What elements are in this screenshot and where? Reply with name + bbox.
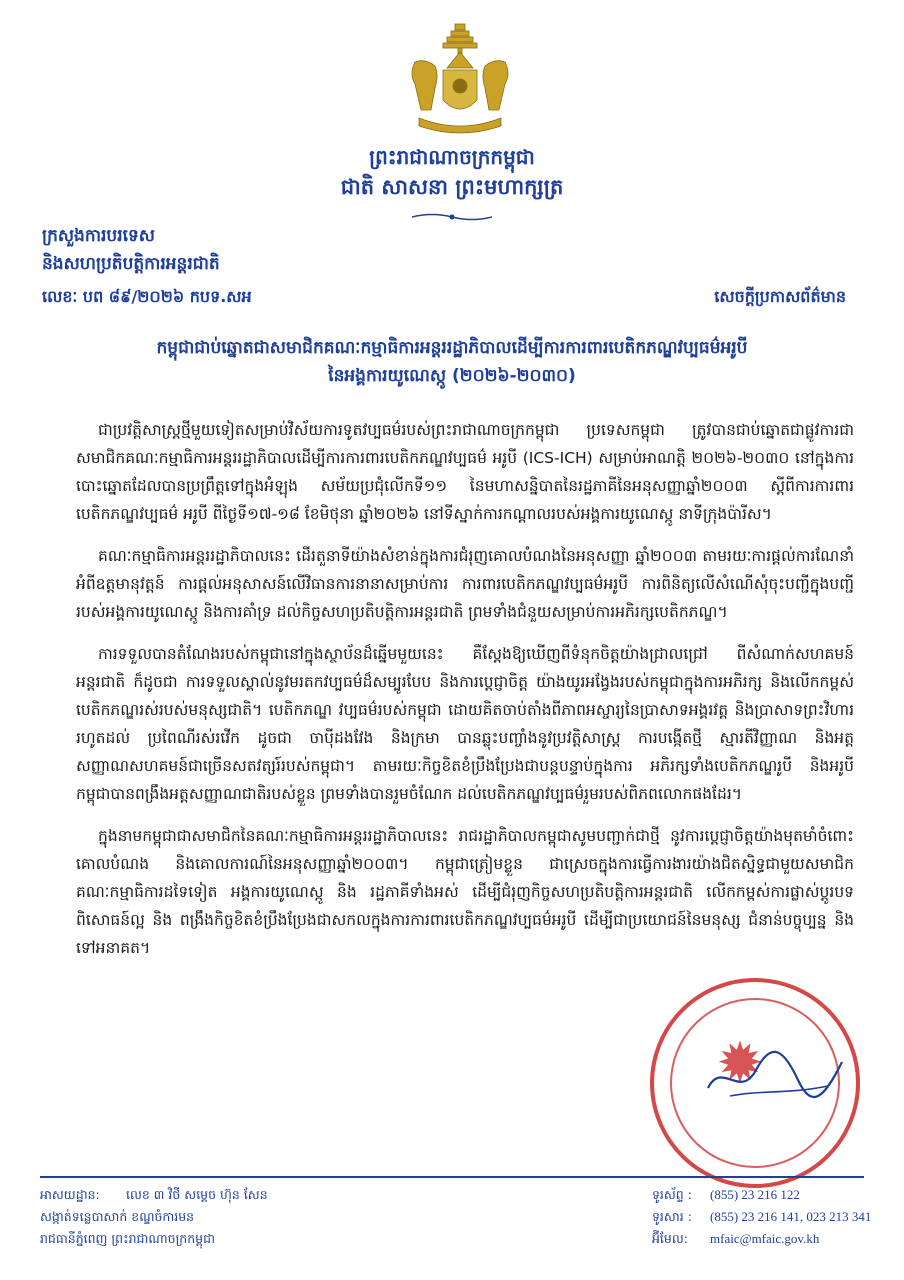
fax-number: (855) 23 216 141, 023 213 341 (710, 1209, 872, 1224)
footer-contacts (652, 1184, 871, 1250)
ministry-name (42, 222, 220, 278)
address-line-3: រាជធានីភ្នំពេញ ព្រះរាជាណាចក្រកម្ពុជា (40, 1231, 215, 1246)
phone-label: ទូរស័ព្ទ : (652, 1187, 692, 1202)
royal-arms-emblem-icon (405, 22, 515, 140)
reference-number: លេខៈ បព ៨៩/២០២៦ កបទ.សអ (42, 287, 252, 306)
address-label: អាសយដ្ឋាន: (40, 1187, 100, 1202)
body-paragraph-3: ការទទួលបានតំណែងរបស់កម្ពុជានៅក្នុងស្ថាប័នដ៏ឆ្នើមមួយនេះ គឺស្តែងឱ្យឃើញពីទំនុកចិត្តយ៉ាងជ្រាលជ្រៅ ពីសំណាក់សហគមន៍អន្តរជាតិ ក៏ដូចជា ការទទួលស្គាល់នូវមរតកវប្បធម៌ដ៏សម្បូរបែប និងការប្តេជ្ញាចិត្ត យ៉ាងយូរអង្វែងរបស់កម្ពុជាក្នុងការអភិរក្ស និងលើកកម្ពស់បេតិកភណ្ឌរស់របស់មនុស្សជាតិ។ បេតិកភណ្ឌ វប្បធម៌របស់កម្ពុជា ដោយគិតចាប់តាំងពីភាពអស្ចារ្យនៃប្រាសាទអង្គរវត្ត និងប្រាសាទព្រះវិហារ រហូតដល់ ប្រពៃណីរស់រវើក ដូចជា ចាប៉ីដងវែង និងក្រមា បានឆ្លុះបញ្ចាំងនូវប្រវត្តិសាស្ត្រ ការបង្កើតថ្មី ស្មារតីវិញ្ញាណ និងអត្តសញ្ញាណសហគមន៍ជាច្រើនសតវត្សរ៍របស់កម្ពុជា។ តាមរយៈកិច្ចខិតខំប្រឹងប្រែងជាបន្តបន្ទាប់ក្នុងការ អភិរក្សទាំងបេតិកភណ្ឌរូបី និងអរូបី កម្ពុជាបានពង្រឹងអត្តសញ្ញាណជាតិរបស់ខ្លួន ព្រមទាំងបានរួមចំណែក ដល់បេតិកភណ្ឌវប្បធម៌រួមរបស់ពិភពលោកផងដែរ។ (76, 645, 854, 803)
email-label: អ៊ីមែល: (652, 1231, 688, 1246)
body-paragraph-1: ជាប្រវត្តិសាស្ត្រថ្មីមួយទៀតសម្រាប់វិស័យការទូតវប្បធម៌របស់ព្រះរាជាណាចក្រកម្ពុជា ប្រទេសកម្ពុជា ត្រូវបានជាប់ឆ្នោតជាផ្លូវការជាសមាជិកគណៈកម្មាធិការអន្តររដ្ឋាភិបាលដើម្បីការការពារបេតិកភណ្ឌវប្បធម៌ អរូបី (ICS-ICH) សម្រាប់អាណត្តិ ២០២៦-២០៣០ នៅក្នុងការបោះឆ្នោតដែលបានប្រព្រឹត្តទៅក្នុងអំឡុង សម័យប្រជុំលើកទី១១ នៃមហាសន្និបាតនៃរដ្ឋភាគីនៃអនុសញ្ញាឆ្នាំ២០០៣ ស្តីពីការការពារបេតិកភណ្ឌវប្បធម៌ អរូបី ពីថ្ងៃទី១៧-១៨ ខែមិថុនា ឆ្នាំ២០២៦ នៅទីស្នាក់ការកណ្តាលរបស់អង្គការយូណេស្កូ នាទីក្រុងប៉ារីស។ (76, 421, 854, 523)
ministry-line-1: ក្រសួងការបរទេស (42, 226, 155, 246)
footer-divider (40, 1176, 864, 1178)
press-release-title (30, 334, 874, 390)
seal-emblem-icon: ✹ (716, 1031, 764, 1096)
ministry-line-2: និងសហប្រតិបត្តិការអន្តរជាតិ (42, 254, 220, 274)
ornament-divider-icon (412, 212, 492, 222)
fax-label: ទូរសារ : (652, 1209, 692, 1224)
press-release-body (76, 416, 854, 976)
address-line-1: លេខ ៣ វិថី សម្តេច ហ៊ុន សែន (126, 1187, 268, 1202)
email-address[interactable]: mfaic@mfaic.gov.kh (710, 1231, 820, 1246)
signature-icon (700, 1040, 850, 1110)
national-motto: ជាតិ សាសនា ព្រះមហាក្សត្រ (340, 175, 564, 199)
footer-address (40, 1184, 268, 1250)
kingdom-header (0, 142, 904, 202)
phone-number: (855) 23 216 122 (710, 1187, 800, 1202)
title-line-1: កម្ពុជាជាប់ឆ្នោតជាសមាជិកគណៈកម្មាធិការអន្តររដ្ឋាភិបាលដើម្បីការការពារបេតិកភណ្ឌវប្បធម៌អរូបី (156, 338, 748, 358)
document-type: សេចក្តីប្រកាសព័ត៌មាន (714, 287, 846, 306)
kingdom-name: ព្រះរាជាណាចក្រកម្ពុជា (369, 145, 535, 169)
address-line-2: សង្កាត់ទន្លេបាសាក់ ខណ្ឌចំការមន (40, 1209, 195, 1224)
title-line-2: នៃអង្គការយូណេស្កូ (២០២៦-២០៣០) (328, 366, 576, 386)
body-paragraph-4: ក្នុងនាមកម្ពុជាជាសមាជិកនៃគណៈកម្មាធិការអន្តររដ្ឋាភិបាលនេះ រាជរដ្ឋាភិបាលកម្ពុជាសូមបញ្ជាក់ជាថ្មី នូវការប្តេជ្ញាចិត្តយ៉ាងមុតមាំចំពោះគោលបំណង និងគោលការណ៍នៃអនុសញ្ញាឆ្នាំ២០០៣។ កម្ពុជាត្រៀមខ្លួន ជាស្រេចក្នុងការធ្វើការងារយ៉ាងជិតស្និទ្ធជាមួយសមាជិកគណៈកម្មាធិការដទៃទៀត អង្គការយូណេស្កូ និង រដ្ឋភាគីទាំងអស់ ដើម្បីជំរុញកិច្ចសហប្រតិបត្តិការអន្តរជាតិ លើកកម្ពស់ការផ្លាស់ប្តូរបទពិសោធន៍ល្អ និង ពង្រឹងកិច្ចខិតខំប្រឹងប្រែងជាសកលក្នុងការការពារបេតិកភណ្ឌវប្បធម៌អរូបី ដើម្បីជាប្រយោជន៍នៃមនុស្ស ជំនាន់បច្ចុប្បន្ន និងទៅអនាគត។ (76, 827, 854, 957)
body-paragraph-2: គណៈកម្មាធិការអន្តររដ្ឋាភិបាលនេះ ដើរតួនាទីយ៉ាងសំខាន់ក្នុងការជំរុញគោលបំណងនៃអនុសញ្ញា ឆ្នាំ២០០៣ តាមរយៈការផ្តល់ការណែនាំអំពីឧត្តមានុវត្តន៍ ការផ្តល់អនុសាសន៍លើវិធានការនានាសម្រាប់ការ ការពារបេតិកភណ្ឌវប្បធម៌អរូបី ការពិនិត្យលើសំណើសុំចុះបញ្ជីក្នុងបញ្ជីរបស់អង្គការយូណេស្កូ និងការគាំទ្រ ដល់កិច្ចសហប្រតិបត្តិការអន្តរជាតិ ព្រមទាំងជំនួយសម្រាប់ការអភិរក្សបេតិកភណ្ឌ។ (76, 547, 854, 621)
